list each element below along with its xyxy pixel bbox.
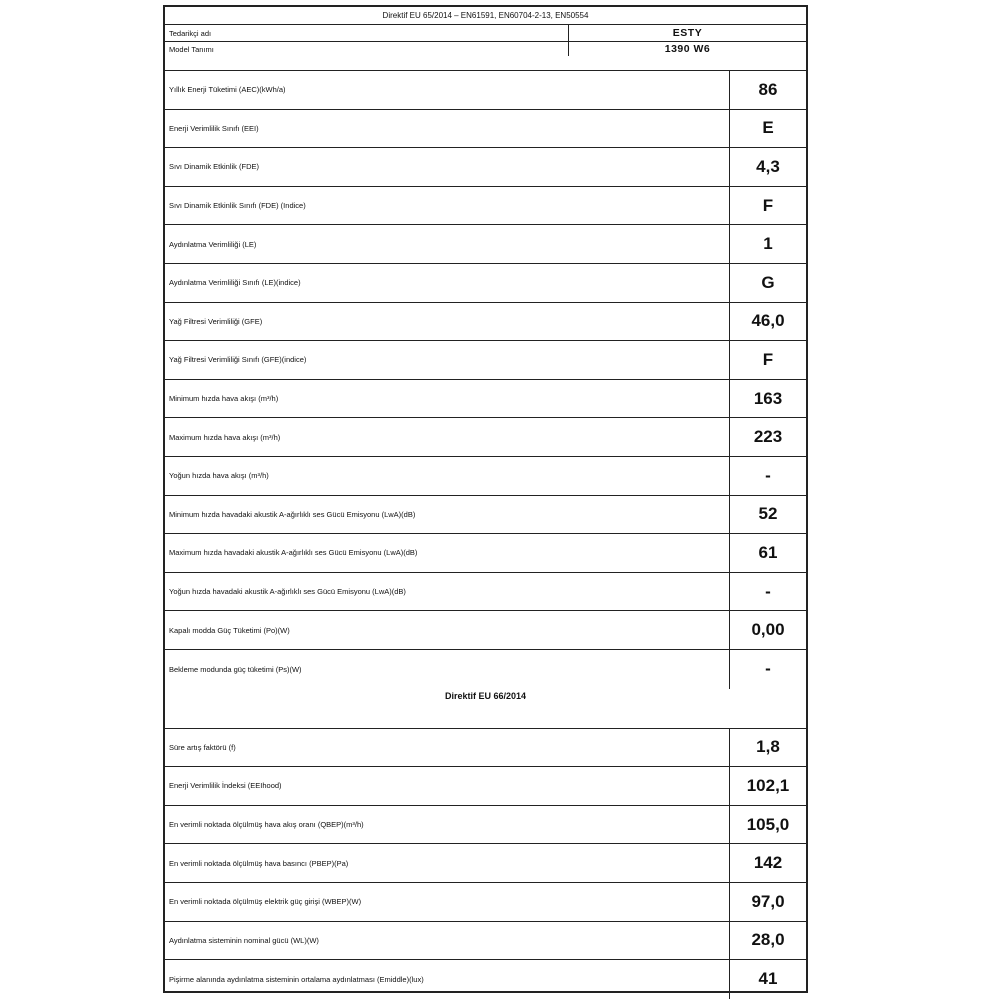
supplier-value: ESTY <box>568 25 806 41</box>
table-row <box>165 729 806 768</box>
table-row <box>165 844 806 883</box>
row-value: 102,1 <box>729 767 806 805</box>
row-label: En verimli noktada ölçülmüş elektrik güç girişi (WBEP)(W) <box>169 897 362 907</box>
table-row <box>165 418 806 457</box>
table-row <box>165 534 806 573</box>
row-value: 86 <box>729 71 806 109</box>
table-row <box>165 496 806 535</box>
row-label: Enerji Verimlilik Sınıfı (EEI) <box>169 123 259 133</box>
table-row <box>165 264 806 303</box>
row-value: 28,0 <box>729 922 806 960</box>
row-label: Kapalı modda Güç Tüketimi (Po)(W) <box>169 625 290 635</box>
row-value: F <box>729 187 806 225</box>
row-value: 1,8 <box>729 729 806 767</box>
row-value: 163 <box>729 380 806 418</box>
row-value: 142 <box>729 844 806 882</box>
row-value: 61 <box>729 534 806 572</box>
row-label: Yoğun hızda hava akışı (m³/h) <box>169 471 269 481</box>
row-label: Aydınlatma sisteminin nominal gücü (WL)(W) <box>169 935 319 945</box>
table-row <box>165 883 806 922</box>
table-row <box>165 650 806 689</box>
row-value: 223 <box>729 418 806 456</box>
row-value: 0,00 <box>729 611 806 649</box>
row-value: - <box>729 457 806 495</box>
directive-66-title: Direktif EU 66/2014 <box>444 690 527 701</box>
row-value: - <box>729 573 806 611</box>
row-value: 97,0 <box>729 883 806 921</box>
energy-label-table <box>163 5 808 993</box>
table-row <box>165 380 806 419</box>
row-value: 4,3 <box>729 148 806 186</box>
model-row <box>165 42 806 71</box>
supplier-row <box>165 25 806 42</box>
row-label: Enerji Verimlilik İndeksi (EEIhood) <box>169 781 282 791</box>
table-row <box>165 71 806 110</box>
row-value: F <box>729 341 806 379</box>
row-label: Yıllık Enerji Tüketimi (AEC)(kWh/a) <box>169 85 286 95</box>
row-label: En verimli noktada ölçülmüş hava basıncı (PBEP)(Pa) <box>169 858 349 868</box>
model-value: 1390 W6 <box>568 42 806 56</box>
table-row <box>165 960 806 999</box>
row-label: Yağ Filtresi Verimliliği Sınıfı (GFE)(indice) <box>169 355 307 365</box>
row-value: 52 <box>729 496 806 534</box>
table-row <box>165 187 806 226</box>
row-label: Minimum hızda havadaki akustik A-ağırlıklı ses Gücü Emisyonu (LwA)(dB) <box>169 509 416 519</box>
row-value: 1 <box>729 225 806 263</box>
row-value: 41 <box>729 960 806 999</box>
table-row <box>165 922 806 961</box>
row-label: Sıvı Dinamik Etkinlik (FDE) <box>169 162 260 172</box>
table-row <box>165 457 806 496</box>
row-label: Minimum hızda hava akışı (m³/h) <box>169 394 279 404</box>
directive-66-section-row <box>165 689 806 729</box>
row-value: E <box>729 110 806 148</box>
row-label: Yoğun hızda havadaki akustik A-ağırlıklı ses Gücü Emisyonu (LwA)(dB) <box>169 587 406 597</box>
directive-header-text: Direktif EU 65/2014 – EN61591, EN60704-2-13, EN50554 <box>382 11 589 20</box>
table-row <box>165 767 806 806</box>
table-row <box>165 110 806 149</box>
row-label: Aydınlatma Verimliliği Sınıfı (LE)(indice) <box>169 278 301 288</box>
table-row <box>165 611 806 650</box>
row-value: G <box>729 264 806 302</box>
row-label: Sıvı Dinamik Etkinlik Sınıfı (FDE) (Indice) <box>169 201 306 211</box>
table-row <box>165 225 806 264</box>
model-label: Model Tanımı <box>169 44 214 54</box>
table-row <box>165 341 806 380</box>
directive-header-row <box>165 7 806 25</box>
row-label: Yağ Filtresi Verimliliği (GFE) <box>169 316 263 326</box>
supplier-label: Tedarikçi adı <box>169 28 212 38</box>
row-value: 105,0 <box>729 806 806 844</box>
row-value: - <box>729 650 806 689</box>
row-label: Bekleme modunda güç tüketimi (Ps)(W) <box>169 664 302 674</box>
row-label: Süre artış faktörü (f) <box>169 742 236 752</box>
row-label: Maximum hızda hava akışı (m³/h) <box>169 432 281 442</box>
row-value: 46,0 <box>729 303 806 341</box>
row-label: En verimli noktada ölçülmüş hava akış oranı (QBEP)(m³/h) <box>169 820 364 830</box>
table-row <box>165 573 806 612</box>
table-row <box>165 303 806 342</box>
row-label: Pişirme alanında aydınlatma sisteminin ortalama aydınlatması (Emiddle)(lux) <box>169 974 424 984</box>
table-row <box>165 148 806 187</box>
row-label: Aydınlatma Verimliliği (LE) <box>169 239 257 249</box>
row-label: Maximum hızda havadaki akustik A-ağırlıklı ses Gücü Emisyonu (LwA)(dB) <box>169 548 418 558</box>
table-row <box>165 806 806 845</box>
